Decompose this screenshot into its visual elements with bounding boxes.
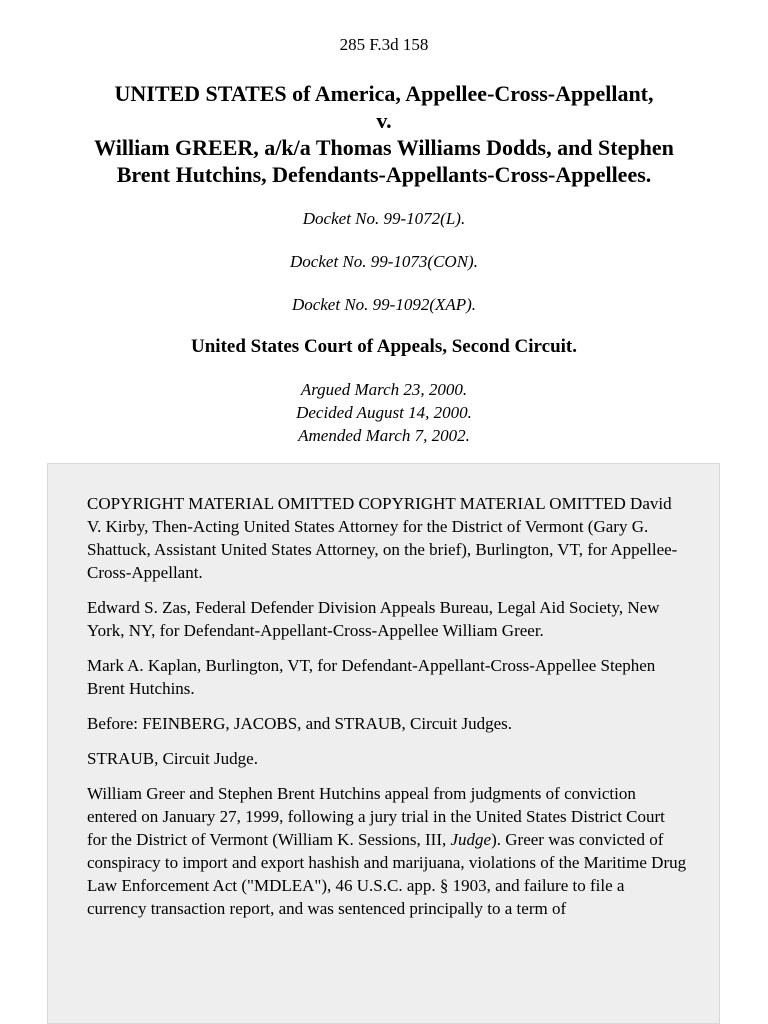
caption-line-defendants-2: Brent Hutchins, Defendants-Appellants-Cross-Appellees. [116, 162, 652, 187]
panel-paragraph: Before: FEINBERG, JACOBS, and STRAUB, Circuit Judges. [87, 714, 512, 733]
opinion-paragraph [87, 782, 687, 920]
case-dates [0, 378, 768, 447]
opinion-body-panel [47, 463, 720, 1024]
citation: 285 F.3d 158 [339, 35, 429, 54]
docket-number: Docket No. 99-1072(L). [302, 209, 466, 228]
counsel-paragraph-hutchins: Mark A. Kaplan, Burlington, VT, for Defendant-Appellant-Cross-Appellee Stephen Brent Hutchins. [87, 656, 656, 698]
opinion-text-part: ). Greer was convicted of conspiracy to import and export hashish and marijuana, violations of the Maritime Drug Law Enforcement Act ("MDLEA"), 46 U.S.C. app. § 1903, and failure to file a currency transaction report, and was sentenced principally to a term of [87, 830, 687, 918]
docket-number: Docket No. 99-1073(CON). [290, 252, 478, 271]
date-argued: Argued March 23, 2000. [300, 380, 468, 399]
caption-line-defendants-1: William GREER, a/k/a Thomas Williams Dodds, and Stephen [94, 135, 674, 160]
caption-line-appellee: UNITED STATES of America, Appellee-Cross-Appellant, [114, 81, 654, 106]
opinion-text-part: William Greer and Stephen Brent Hutchins appeal from judgments of conviction entered on January 27, 1999, following a jury trial in the United States District Court for the District of Vermont (William K. Sessions, III, [87, 784, 665, 849]
opinion-judge-word: Judge [450, 830, 492, 849]
court-name: United States Court of Appeals, Second Circuit. [191, 336, 577, 357]
docket-number: Docket No. 99-1092(XAP). [291, 295, 477, 314]
case-caption [20, 80, 748, 188]
date-decided: Decided August 14, 2000. [296, 403, 472, 422]
caption-line-versus: v. [376, 108, 392, 133]
counsel-paragraph-government: COPYRIGHT MATERIAL OMITTED COPYRIGHT MATERIAL OMITTED David V. Kirby, Then-Acting United States Attorney for the District of Vermont (Gary G. Shattuck, Assistant United States Attorney, on the brief), Burlington, VT, for Appellee-Cross-Appellant. [87, 494, 678, 582]
opinion-body-text [87, 492, 687, 932]
date-amended: Amended March 7, 2002. [298, 426, 470, 445]
author-paragraph: STRAUB, Circuit Judge. [87, 749, 258, 768]
docket-list [0, 208, 768, 337]
counsel-paragraph-greer: Edward S. Zas, Federal Defender Division Appeals Bureau, Legal Aid Society, New York, NY, for Defendant-Appellant-Cross-Appellee William Greer. [87, 598, 660, 640]
